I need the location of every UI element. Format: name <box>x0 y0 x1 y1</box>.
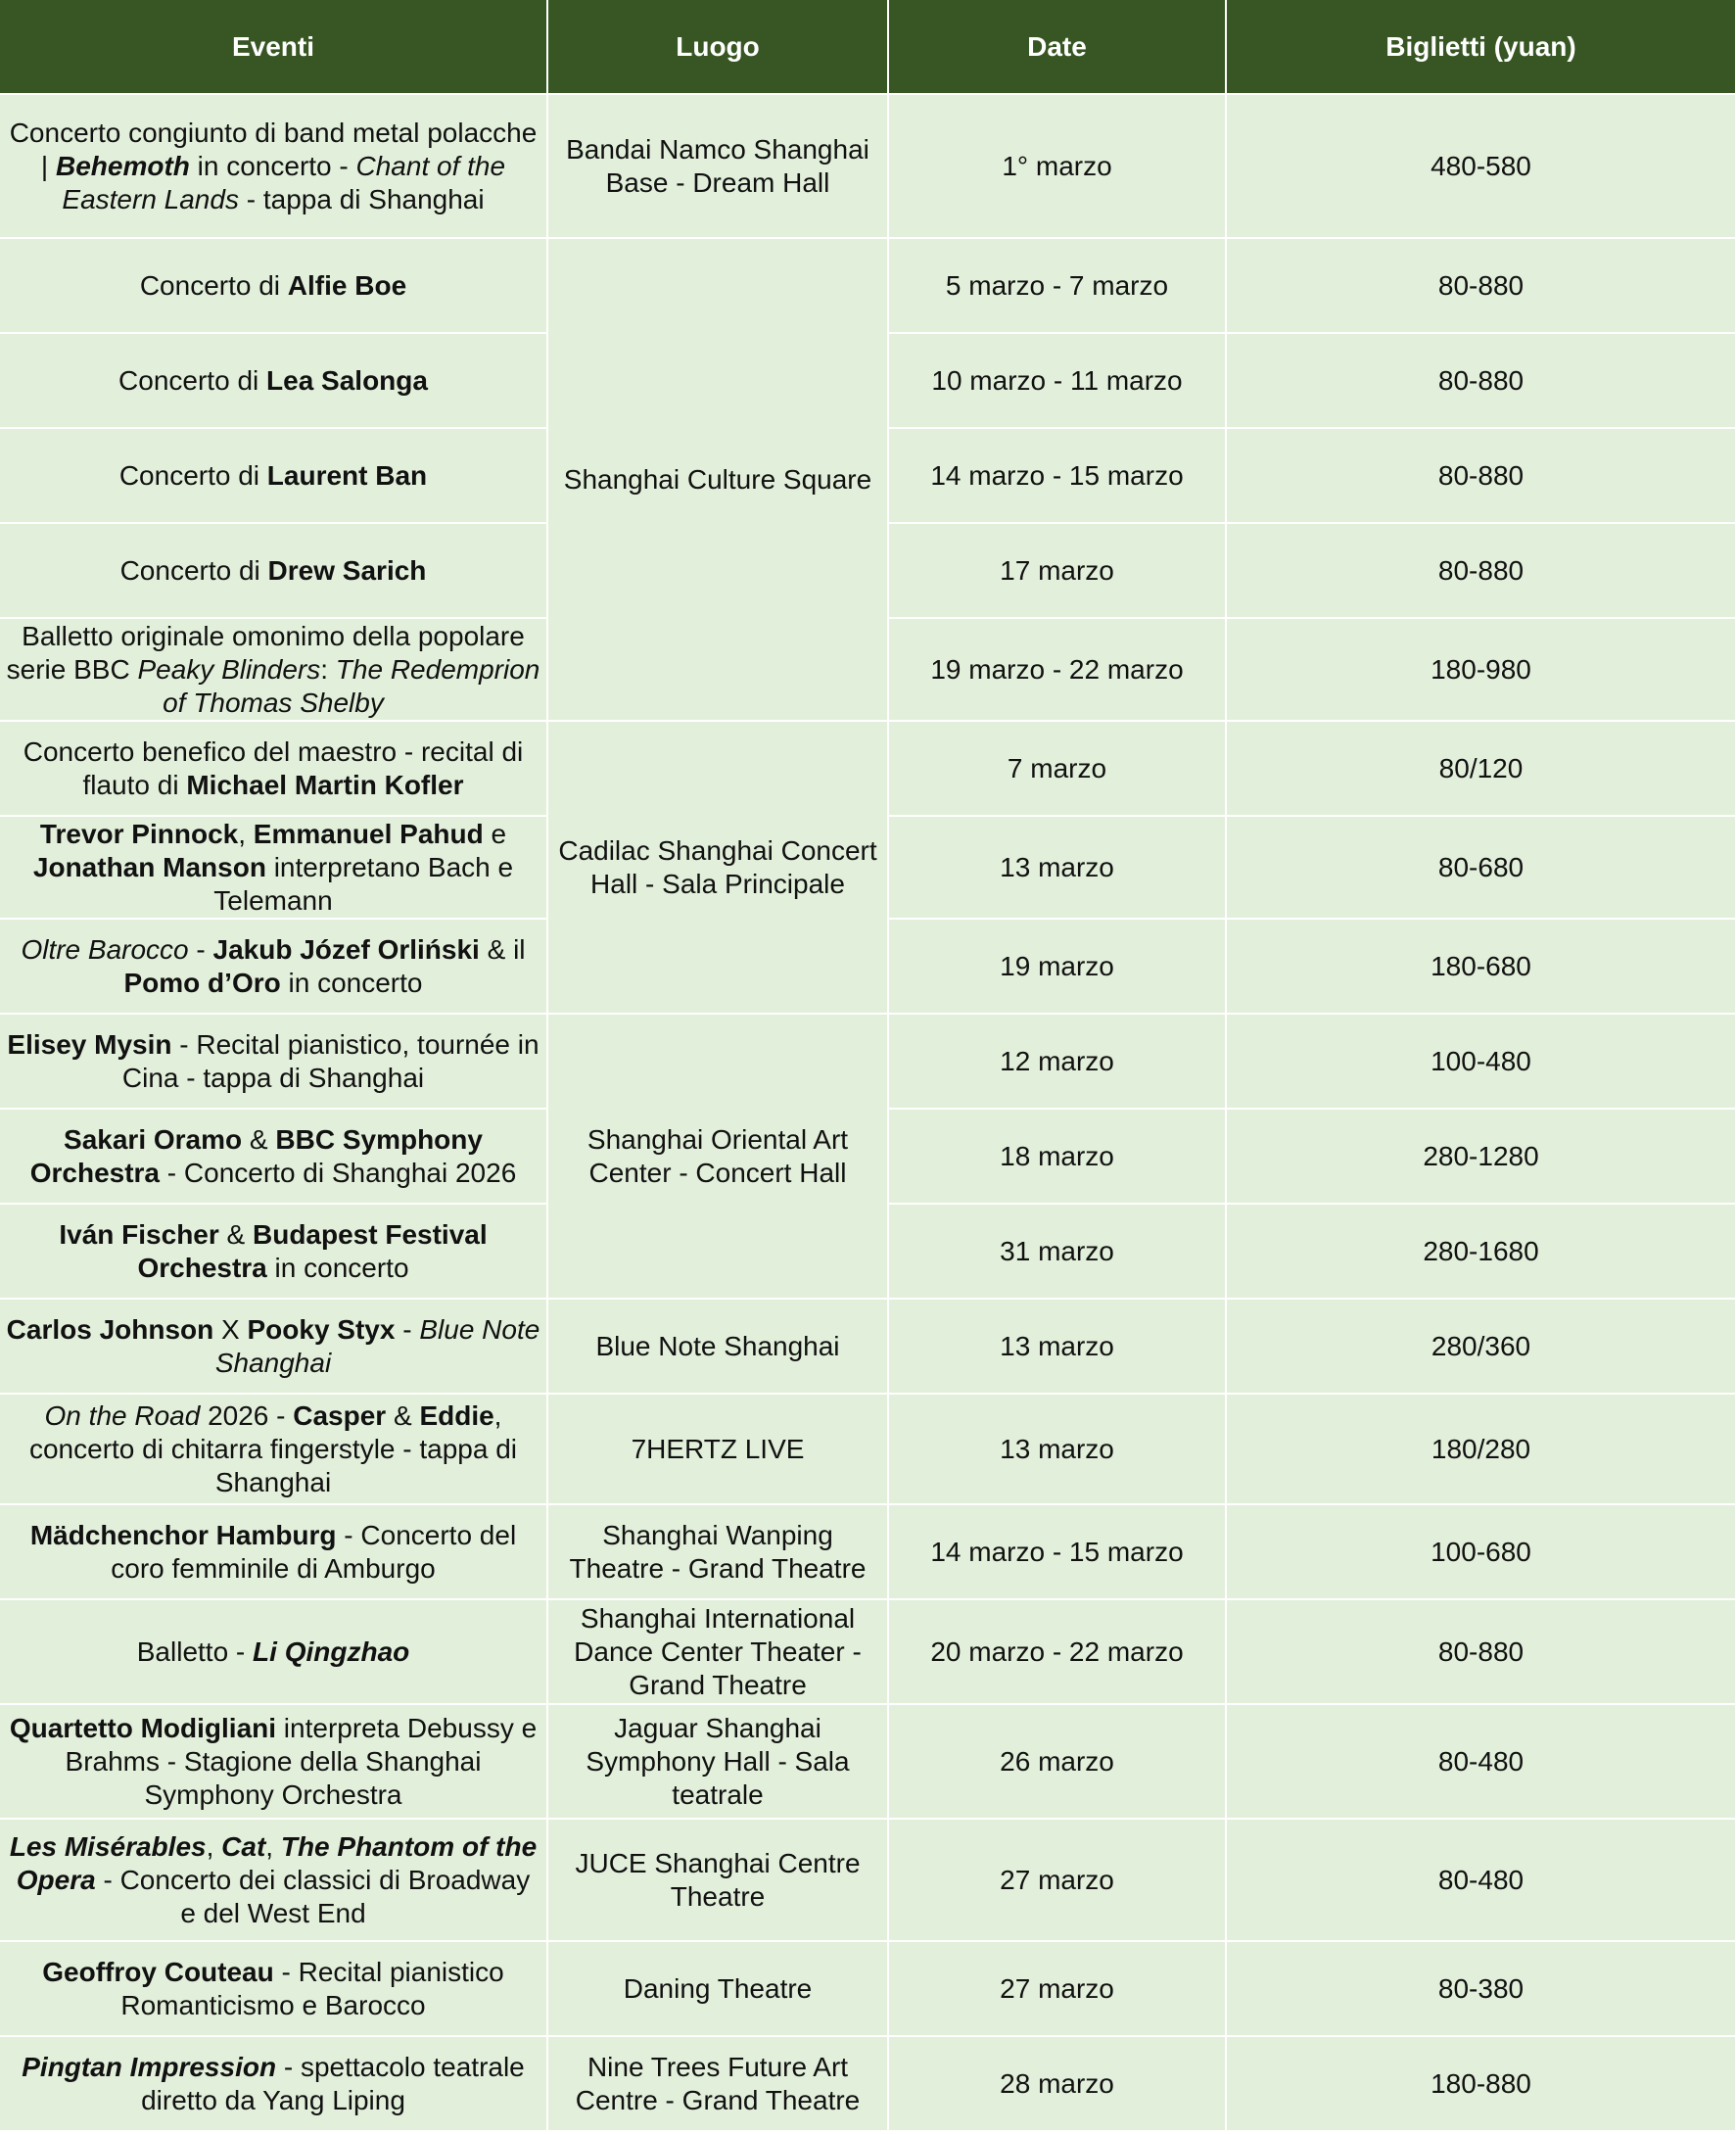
venue-cell: 7HERTZ LIVE <box>547 1394 888 1504</box>
table-row <box>0 1704 1735 1819</box>
column-header-luogo: Luogo <box>547 0 888 94</box>
event-text-segment: BBC Symphony Orchestra <box>29 1123 483 1188</box>
date-cell: 12 marzo <box>888 1014 1226 1109</box>
table-row <box>0 1394 1735 1504</box>
event-cell <box>0 2036 547 2130</box>
date-cell: 14 marzo - 15 marzo <box>888 1504 1226 1599</box>
event-text-segment: Laurent Ban <box>266 459 428 491</box>
price-cell: 80-480 <box>1226 1704 1735 1819</box>
event-text-segment: Lea Salonga <box>266 364 428 396</box>
event-text-segment: in concerto - <box>189 150 356 181</box>
event-text-segment: Peaky Blinders <box>137 653 321 685</box>
event-text-segment: 2026 - <box>200 1399 294 1431</box>
table-header-row <box>0 0 1735 94</box>
date-cell: 13 marzo <box>888 816 1226 919</box>
event-text-segment: Concerto congiunto di band metal polacche | <box>9 117 538 181</box>
event-text-segment: Carlos Johnson <box>6 1313 214 1345</box>
date-cell: 27 marzo <box>888 1941 1226 2036</box>
event-cell <box>0 333 547 428</box>
event-text-segment: Concerto di <box>118 459 267 491</box>
event-text-segment: & <box>218 1218 253 1250</box>
event-text-segment: - Concerto di Shanghai 2026 <box>160 1157 517 1188</box>
event-text-segment: Alfie Boe <box>287 269 407 301</box>
event-text-segment: & <box>386 1399 420 1431</box>
event-text-segment: in concerto <box>266 1252 409 1283</box>
table-row <box>0 238 1735 333</box>
price-cell: 180-680 <box>1226 919 1735 1014</box>
event-cell <box>0 618 547 721</box>
event-cell <box>0 816 547 919</box>
price-cell: 180-980 <box>1226 618 1735 721</box>
date-cell: 20 marzo - 22 marzo <box>888 1599 1226 1704</box>
price-cell: 480-580 <box>1226 94 1735 238</box>
event-text-segment: Behemoth <box>55 150 190 181</box>
event-text-segment: Pingtan Impression <box>22 2051 277 2082</box>
date-cell: 5 marzo - 7 marzo <box>888 238 1226 333</box>
price-cell: 80-880 <box>1226 238 1735 333</box>
event-cell <box>0 1819 547 1941</box>
price-cell: 80-380 <box>1226 1941 1735 2036</box>
event-cell <box>0 1394 547 1504</box>
event-text-segment: Chant of the Eastern Lands <box>62 150 506 214</box>
event-text-segment: Budapest Festival Orchestra <box>137 1218 488 1283</box>
date-cell: 26 marzo <box>888 1704 1226 1819</box>
event-text-segment: - Recital pianistico Romanticismo e Barocco <box>120 1956 504 2020</box>
event-text-segment: Concerto di <box>139 269 288 301</box>
price-cell: 280-1280 <box>1226 1109 1735 1204</box>
venue-cell: Shanghai Oriental Art Center - Concert Hall <box>547 1014 888 1299</box>
table-row <box>0 1599 1735 1704</box>
event-cell <box>0 1599 547 1704</box>
event-text-segment: Cat <box>221 1830 266 1862</box>
venue-cell: Shanghai Culture Square <box>547 238 888 721</box>
venue-cell: Bandai Namco Shanghai Base - Dream Hall <box>547 94 888 238</box>
price-cell: 80/120 <box>1226 721 1735 816</box>
date-cell: 13 marzo <box>888 1394 1226 1504</box>
event-text-segment: On the Road <box>44 1399 201 1431</box>
table-body <box>0 94 1735 2130</box>
venue-cell: Jaguar Shanghai Symphony Hall - Sala teatrale <box>547 1704 888 1819</box>
price-cell: 80-480 <box>1226 1819 1735 1941</box>
venue-cell: Shanghai Wanping Theatre - Grand Theatre <box>547 1504 888 1599</box>
event-cell <box>0 523 547 618</box>
event-text-segment: , <box>206 1830 222 1862</box>
price-cell: 100-680 <box>1226 1504 1735 1599</box>
table-row <box>0 1299 1735 1394</box>
event-text-segment: e <box>483 818 507 849</box>
price-cell: 80-880 <box>1226 1599 1735 1704</box>
event-text-segment: - Concerto del coro femminile di Amburgo <box>111 1519 517 1584</box>
event-cell <box>0 721 547 816</box>
event-cell <box>0 1109 547 1204</box>
column-header-eventi: Eventi <box>0 0 547 94</box>
venue-cell: Daning Theatre <box>547 1941 888 2036</box>
event-cell <box>0 1504 547 1599</box>
event-text-segment: - <box>188 933 213 965</box>
venue-cell: Shanghai International Dance Center Theater - Grand Theatre <box>547 1599 888 1704</box>
event-text-segment: Concerto di <box>118 364 267 396</box>
event-text-segment: The Phantom of the Opera <box>16 1830 538 1895</box>
date-cell: 7 marzo <box>888 721 1226 816</box>
event-text-segment: Pooky Styx <box>247 1313 396 1345</box>
event-text-segment: & il <box>479 933 526 965</box>
event-cell <box>0 919 547 1014</box>
event-text-segment: - <box>395 1313 420 1345</box>
event-text-segment: Drew Sarich <box>267 554 427 586</box>
event-text-segment: Iván Fischer <box>59 1218 219 1250</box>
price-cell: 80-880 <box>1226 523 1735 618</box>
event-text-segment: Emmanuel Pahud <box>253 818 484 849</box>
event-cell <box>0 94 547 238</box>
event-text-segment: Sakari Oramo <box>64 1123 243 1155</box>
date-cell: 1° marzo <box>888 94 1226 238</box>
event-text-segment: Oltre Barocco <box>21 933 189 965</box>
table-row <box>0 1819 1735 1941</box>
event-text-segment: Mädchenchor Hamburg <box>29 1519 337 1550</box>
event-text-segment: : <box>320 653 336 685</box>
event-text-segment: Concerto di <box>119 554 268 586</box>
event-cell <box>0 1299 547 1394</box>
event-cell <box>0 238 547 333</box>
event-text-segment: Casper <box>293 1399 387 1431</box>
column-header-biglietti: Biglietti (yuan) <box>1226 0 1735 94</box>
event-text-segment: Les Misérables <box>9 1830 207 1862</box>
price-cell: 80-680 <box>1226 816 1735 919</box>
date-cell: 17 marzo <box>888 523 1226 618</box>
event-text-segment: , concerto di chitarra fingerstyle - tappa di Shanghai <box>28 1399 518 1497</box>
column-header-date: Date <box>888 0 1226 94</box>
event-text-segment: Elisey Mysin <box>7 1028 172 1060</box>
event-text-segment: - spettacolo teatrale diretto da Yang Liping <box>141 2051 525 2115</box>
table-row <box>0 721 1735 816</box>
table-row <box>0 1014 1735 1109</box>
event-text-segment: Balletto originale omonimo della popolare serie BBC <box>6 620 525 685</box>
event-text-segment: , <box>238 818 254 849</box>
event-text-segment: Blue Note Shanghai <box>214 1313 540 1378</box>
venue-cell: Cadilac Shanghai Concert Hall - Sala Principale <box>547 721 888 1014</box>
price-cell: 80-880 <box>1226 428 1735 523</box>
event-cell <box>0 1704 547 1819</box>
event-text-segment: The Redemprion of Thomas Shelby <box>163 653 540 718</box>
price-cell: 180/280 <box>1226 1394 1735 1504</box>
price-cell: 100-480 <box>1226 1014 1735 1109</box>
event-text-segment: Jakub Józef Orliński <box>212 933 480 965</box>
date-cell: 13 marzo <box>888 1299 1226 1394</box>
event-text-segment: & <box>242 1123 276 1155</box>
event-text-segment: Balletto - <box>136 1636 254 1667</box>
event-text-segment: - Recital pianistico, tournée in Cina - tappa di Shanghai <box>121 1028 540 1093</box>
price-cell: 280-1680 <box>1226 1204 1735 1299</box>
event-text-segment: Quartetto Modigliani <box>9 1712 277 1743</box>
date-cell: 18 marzo <box>888 1109 1226 1204</box>
table-row <box>0 1941 1735 2036</box>
event-cell <box>0 1204 547 1299</box>
date-cell: 31 marzo <box>888 1204 1226 1299</box>
event-cell <box>0 428 547 523</box>
event-text-segment: Geoffroy Couteau <box>42 1956 274 1987</box>
price-cell: 80-880 <box>1226 333 1735 428</box>
date-cell: 14 marzo - 15 marzo <box>888 428 1226 523</box>
date-cell: 19 marzo <box>888 919 1226 1014</box>
price-cell: 180-880 <box>1226 2036 1735 2130</box>
date-cell: 28 marzo <box>888 2036 1226 2130</box>
event-text-segment: in concerto <box>280 967 423 998</box>
table-row <box>0 94 1735 238</box>
event-text-segment: interpretano Bach e Telemann <box>213 851 514 916</box>
table-row <box>0 1504 1735 1599</box>
event-text-segment: Li Qingzhao <box>253 1636 410 1667</box>
event-text-segment: , <box>265 1830 281 1862</box>
event-text-segment: X <box>213 1313 248 1345</box>
event-text-segment: Michael Martin Kofler <box>186 769 464 800</box>
event-cell <box>0 1941 547 2036</box>
event-text-segment: Trevor Pinnock <box>39 818 239 849</box>
event-text-segment: - Concerto dei classici di Broadway e del West End <box>95 1864 531 1928</box>
event-text-segment: Pomo d’Oro <box>123 967 281 998</box>
event-text-segment: interpreta Debussy e Brahms - Stagione della Shanghai Symphony Orchestra <box>65 1712 538 1810</box>
event-cell <box>0 1014 547 1109</box>
event-text-segment: Eddie <box>419 1399 494 1431</box>
date-cell: 19 marzo - 22 marzo <box>888 618 1226 721</box>
event-text-segment: - tappa di Shanghai <box>238 183 485 214</box>
date-cell: 10 marzo - 11 marzo <box>888 333 1226 428</box>
event-text-segment: Concerto benefico del maestro - recital di flauto di <box>23 735 524 800</box>
event-text-segment: Jonathan Manson <box>32 851 266 882</box>
venue-cell: Blue Note Shanghai <box>547 1299 888 1394</box>
venue-cell: Nine Trees Future Art Centre - Grand Theatre <box>547 2036 888 2130</box>
venue-cell: JUCE Shanghai Centre Theatre <box>547 1819 888 1941</box>
table-row <box>0 2036 1735 2130</box>
date-cell: 27 marzo <box>888 1819 1226 1941</box>
price-cell: 280/360 <box>1226 1299 1735 1394</box>
